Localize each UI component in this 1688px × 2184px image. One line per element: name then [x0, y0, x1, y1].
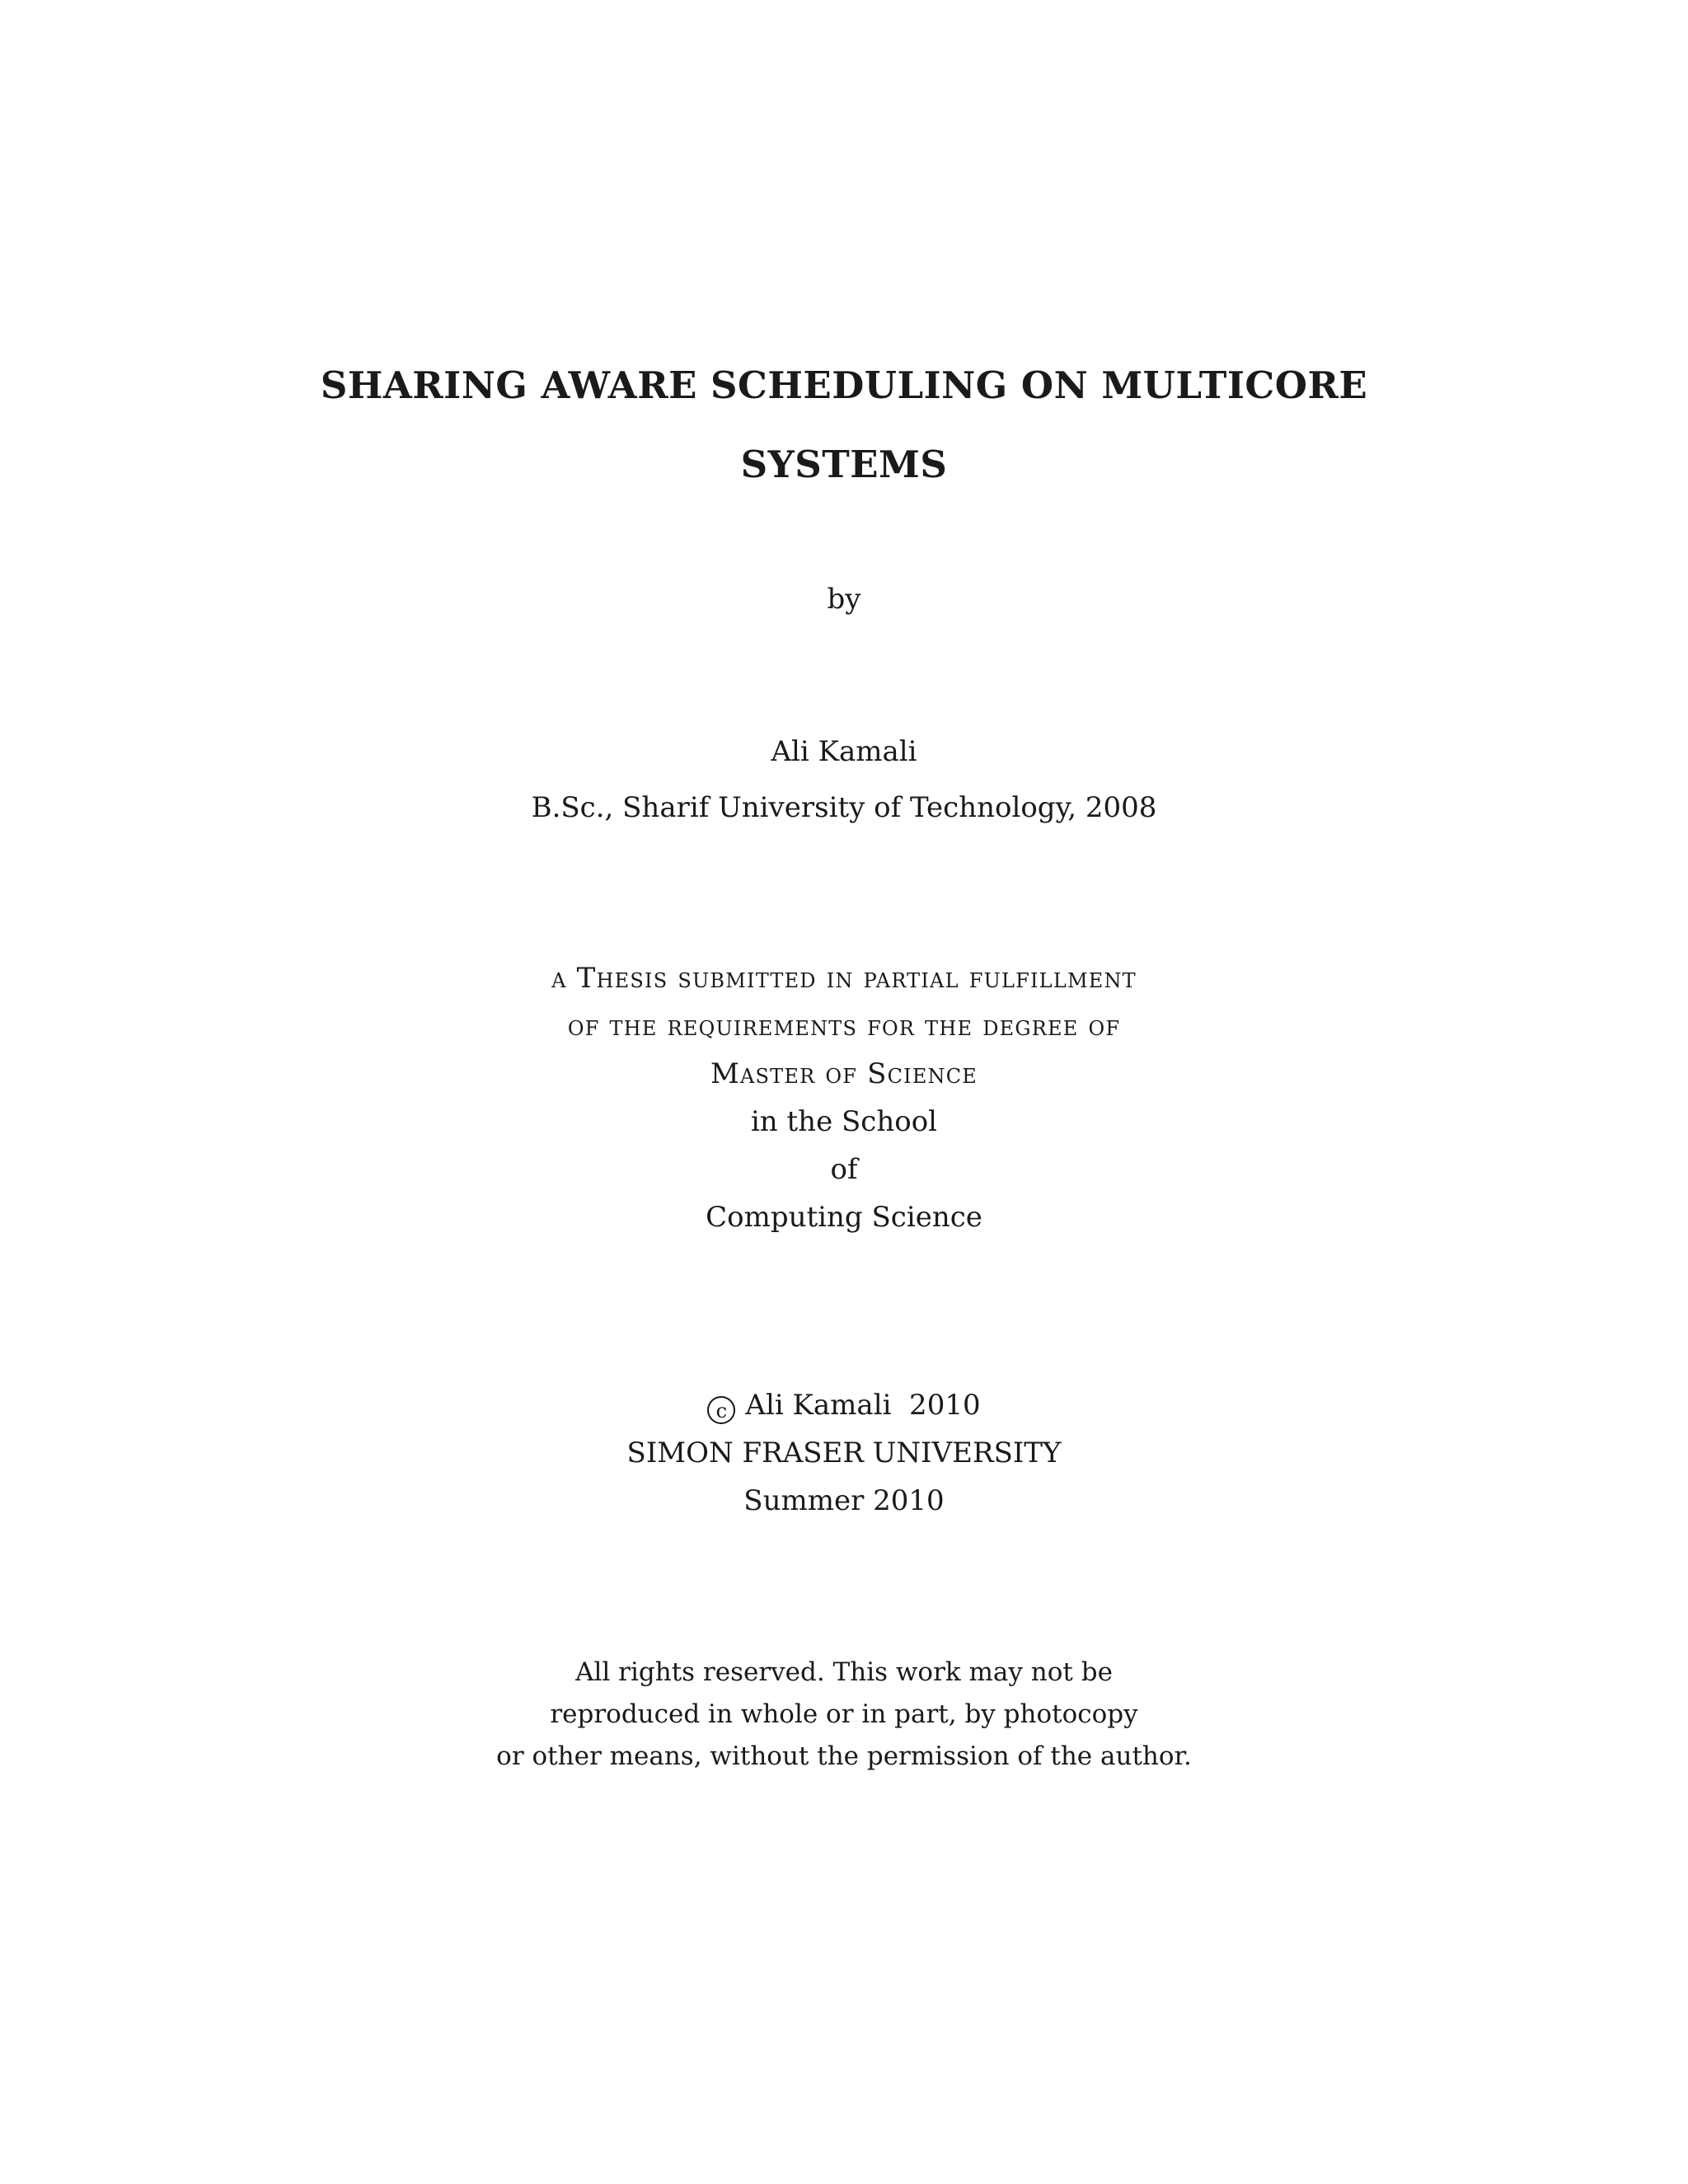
copyright-icon: c	[707, 1396, 735, 1424]
by-label: by	[827, 583, 861, 616]
title-line-2: SYSTEMS	[740, 443, 948, 486]
degree-name: Master of Science	[710, 1057, 978, 1090]
rights-line-1: All rights reserved. This work may not be	[575, 1657, 1113, 1687]
submission-line-2: of the requirements for the degree of	[567, 1010, 1121, 1043]
submission-line-4: in the School	[750, 1105, 938, 1138]
term: Summer 2010	[743, 1484, 945, 1517]
copyright-holder-year: Ali Kamali 2010	[745, 1389, 981, 1422]
prior-degree: B.Sc., Sharif University of Technology, 2008	[531, 791, 1157, 824]
rights-line-3: or other means, without the permission of the author.	[496, 1741, 1192, 1771]
school-name: Computing Science	[706, 1201, 982, 1234]
university-name: SIMON FRASER UNIVERSITY	[626, 1436, 1062, 1469]
submission-line-1: a Thesis submitted in partial fulfillment	[551, 962, 1137, 995]
rights-line-2: reproduced in whole or in part, by photocopy	[550, 1699, 1138, 1729]
copyright-line	[0, 1391, 1688, 1424]
author-name: Ali Kamali	[771, 735, 917, 768]
submission-line-5: of	[830, 1153, 858, 1186]
title-line-1: SHARING AWARE SCHEDULING ON MULTICORE	[320, 363, 1368, 407]
